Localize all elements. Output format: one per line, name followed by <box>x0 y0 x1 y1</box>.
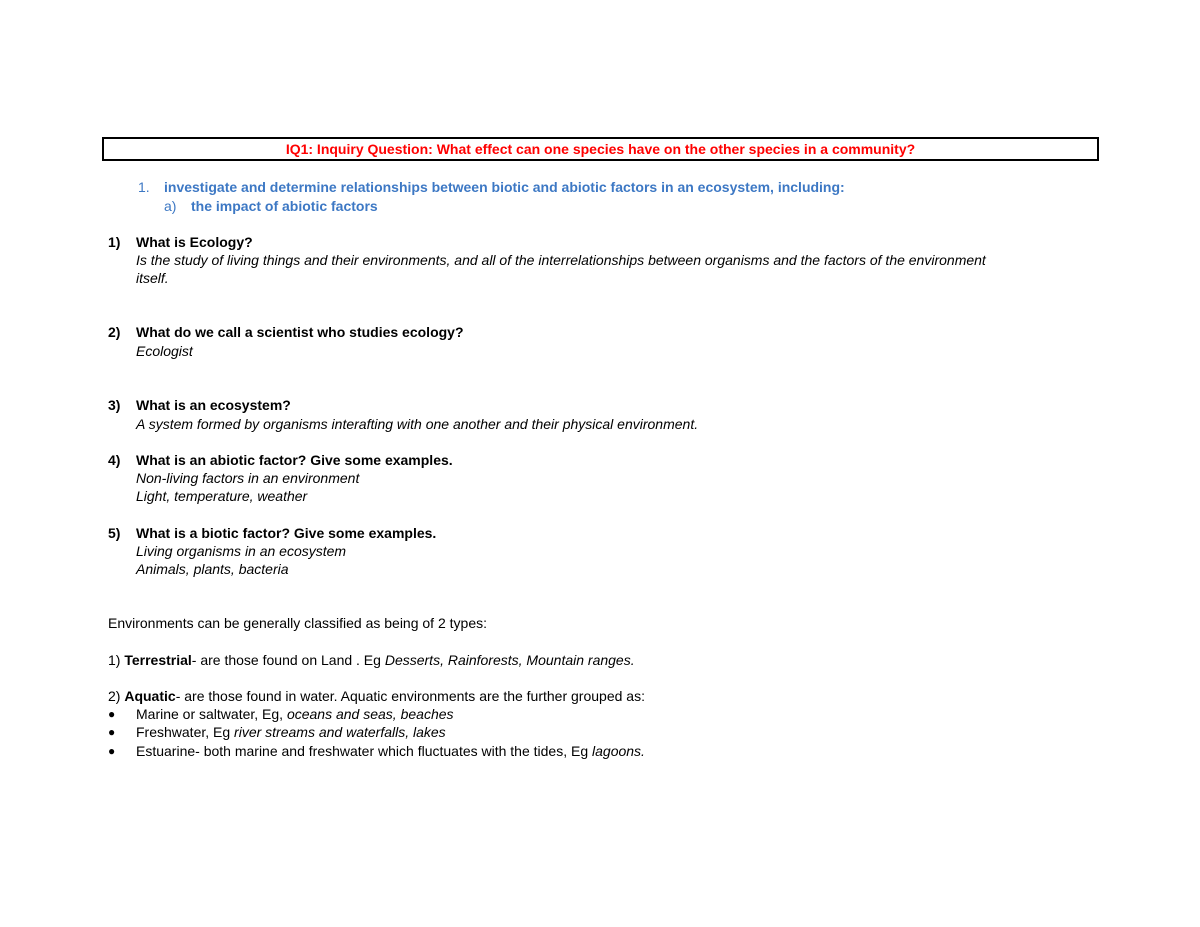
list-item-example: oceans and seas, beaches <box>286 706 454 722</box>
answer-text: Ecologist <box>136 343 193 359</box>
list-item-text: Estuarine- both marine and freshwater which fluctuates with the tides, Eg <box>136 743 593 759</box>
question-number: 4) <box>108 452 121 468</box>
outcome-sub-text: the impact of abiotic factors <box>191 198 378 214</box>
question-text: What is Ecology? <box>136 234 253 250</box>
list-item-example: river streams and waterfalls, lakes <box>234 724 446 740</box>
terrestrial-number: 1) <box>108 652 121 668</box>
answer-text: Is the study of living things and their environments, and all of the interrelationships between organisms and the factors of the environment <box>136 252 986 268</box>
question-text: What is an abiotic factor? Give some examples. <box>136 452 453 468</box>
answer-text: Living organisms in an ecosystem <box>136 543 347 559</box>
terrestrial-term: Terrestrial <box>124 652 192 668</box>
list-item-example: lagoons. <box>592 743 645 759</box>
aquatic-term: Aquatic <box>124 688 176 704</box>
question-text: What is an ecosystem? <box>136 397 291 413</box>
question-text: What is a biotic factor? Give some examples. <box>136 525 437 541</box>
aquatic-paragraph <box>108 687 645 705</box>
aquatic-text: - are those found in water. Aquatic environments are the further grouped as: <box>175 688 645 704</box>
answer-text: Non-living factors in an environment <box>136 470 360 486</box>
question-number: 2) <box>108 324 121 340</box>
terrestrial-paragraph <box>108 651 635 669</box>
outcome-text: investigate and determine relationships between biotic and abiotic factors in an ecosystem, including: <box>164 179 845 195</box>
outcome-number: 1. <box>138 179 150 195</box>
aquatic-number: 2) <box>108 688 121 704</box>
list-item <box>136 723 446 741</box>
outcome-sub-letter: a) <box>164 198 177 214</box>
list-item-text: Marine or saltwater, Eg, <box>136 706 287 722</box>
question-number: 1) <box>108 234 121 250</box>
answer-text: itself. <box>136 270 169 286</box>
environments-intro: Environments can be generally classified as being of 2 types: <box>108 615 487 631</box>
list-item-text: Freshwater, Eg <box>136 724 235 740</box>
question-text: What do we call a scientist who studies ecology? <box>136 324 464 340</box>
terrestrial-examples: Desserts, Rainforests, Mountain ranges. <box>384 652 635 668</box>
inquiry-question-text: IQ1: Inquiry Question: What effect can one species have on the other species in a community? <box>285 141 916 157</box>
bullet-icon: ● <box>108 744 116 758</box>
answer-text: Light, temperature, weather <box>136 488 308 504</box>
list-item <box>136 742 645 760</box>
inquiry-question-box <box>102 137 1099 161</box>
answer-text: Animals, plants, bacteria <box>136 561 289 577</box>
answer-text: A system formed by organisms interafting with one another and their physical environment. <box>136 416 699 432</box>
bullet-icon: ● <box>108 707 116 721</box>
question-number: 5) <box>108 525 121 541</box>
terrestrial-text: - are those found on Land . Eg <box>191 652 385 668</box>
list-item <box>136 705 454 723</box>
bullet-icon: ● <box>108 725 116 739</box>
question-number: 3) <box>108 397 121 413</box>
